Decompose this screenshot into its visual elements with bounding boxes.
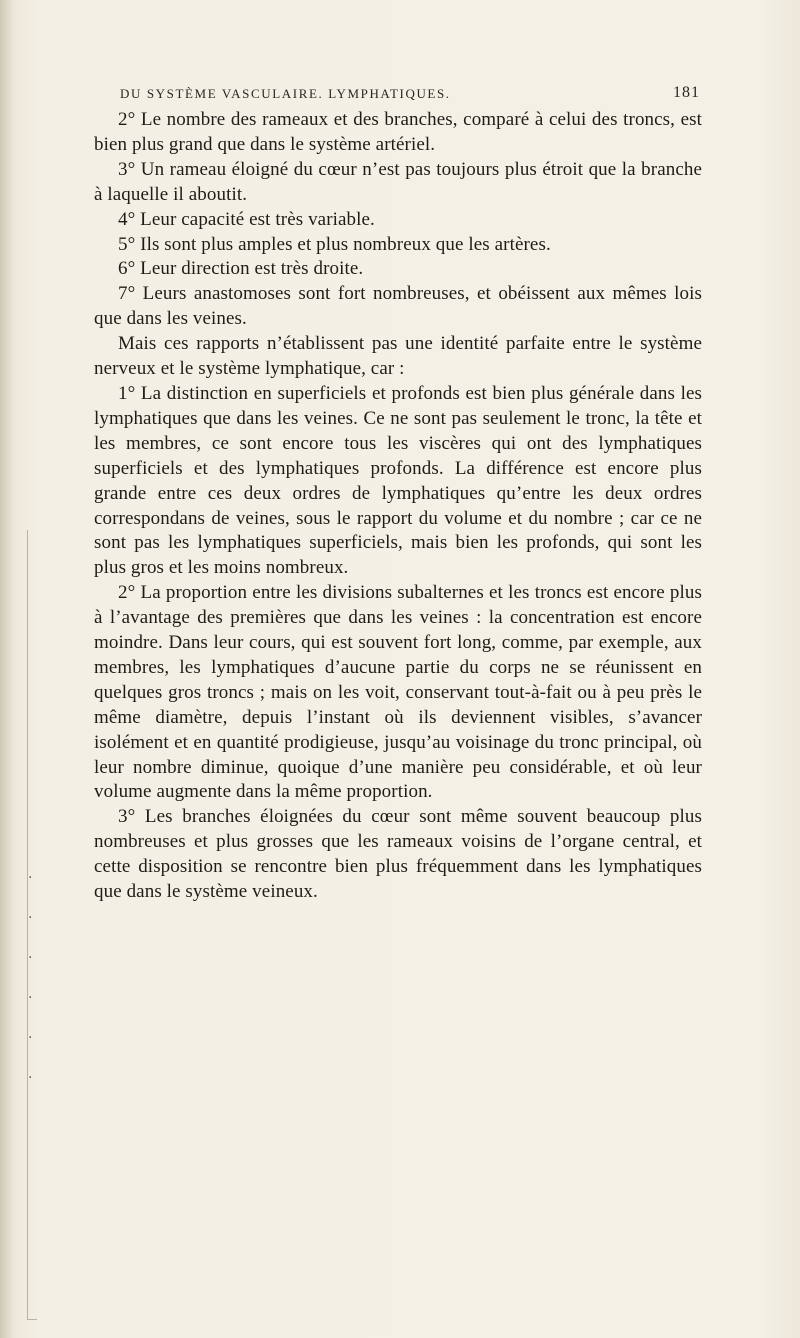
margin-marks [28,870,40,1090]
paragraph: 3° Un rameau éloigné du cœur n’est pas toujours plus étroit que la branche à laquelle il aboutit. [94,158,702,205]
binding-gutter [0,0,14,1338]
margin-rule-corner [27,1319,37,1320]
margin-mark: · [28,1030,33,1046]
running-title: DU SYSTÈME VASCULAIRE. LYMPHATIQUES. [120,86,451,101]
paragraph: Mais ces rapports n’établissent pas une identité parfaite entre le système nerveux et le système lymphatique, car : [94,333,702,380]
paragraph: 5° Ils sont plus amples et plus nombreux que les artères. [118,233,551,255]
paragraph: 4° Leur capacité est très variable. [118,208,375,230]
paragraph: 6° Leur direction est très droite. [118,258,364,280]
margin-mark: · [28,990,33,1006]
body-text [94,108,702,905]
page-number: 181 [673,84,700,101]
paragraph: 2° Le nombre des rameaux et des branches, comparé à celui des troncs, est bien plus grand que dans le système artériel. [94,109,702,155]
paragraph: 2° La proportion entre les divisions subalternes et les troncs est encore plus à l’avantage des premières que dans les veines : la concentration est encore moindre. Dans leur cours, qui est souvent fort long, comme, par exemple, aux membres, les lymphatiques d’aucune partie du corps ne se réunissent en quelques gros troncs ; mais on les voit, conservant tout-à-fait ou à peu près le même diamètre, depuis l’instant où ils deviennent visibles, s’avancer isolément et en quantité prodigieuse, jusqu’au voisinage du tronc principal, où leur nombre diminue, quoique d’une manière peu considérable, et où leur volume augmente dans la même proportion. [94,582,702,803]
margin-mark: · [28,870,33,886]
paragraph: 1° La distinction en superficiels et profonds est bien plus générale dans les lymphatiques que dans les veines. Ce ne sont pas seulement le tronc, la tête et les membres, ce sont encore tous les viscères qui ont des lymphatiques superficiels et des lymphatiques profonds. La différence est encore plus grande entre ces deux ordres de lymphatiques qu’entre les deux ordres correspondans de veines, sous le rapport du volume et du nombre ; car ce ne sont pas les lymphatiques superficiels, mais bien les profonds, qui sont les plus gros et les moins nombreux. [94,382,702,579]
running-head [120,86,700,102]
margin-mark: · [28,950,33,966]
paragraph: 7° Leurs anastomoses sont fort nombreuses, et obéissent aux mêmes lois que dans les veines. [94,283,702,330]
margin-mark: · [28,910,33,926]
margin-mark: · [28,1070,33,1086]
paragraph: 3° Les branches éloignées du cœur sont même souvent beaucoup plus nombreuses et plus grosses que les rameaux voisins de l’organe central, et cette disposition se rencontre bien plus fréquemment dans les lymphatiques que dans le système veineux. [94,806,702,903]
